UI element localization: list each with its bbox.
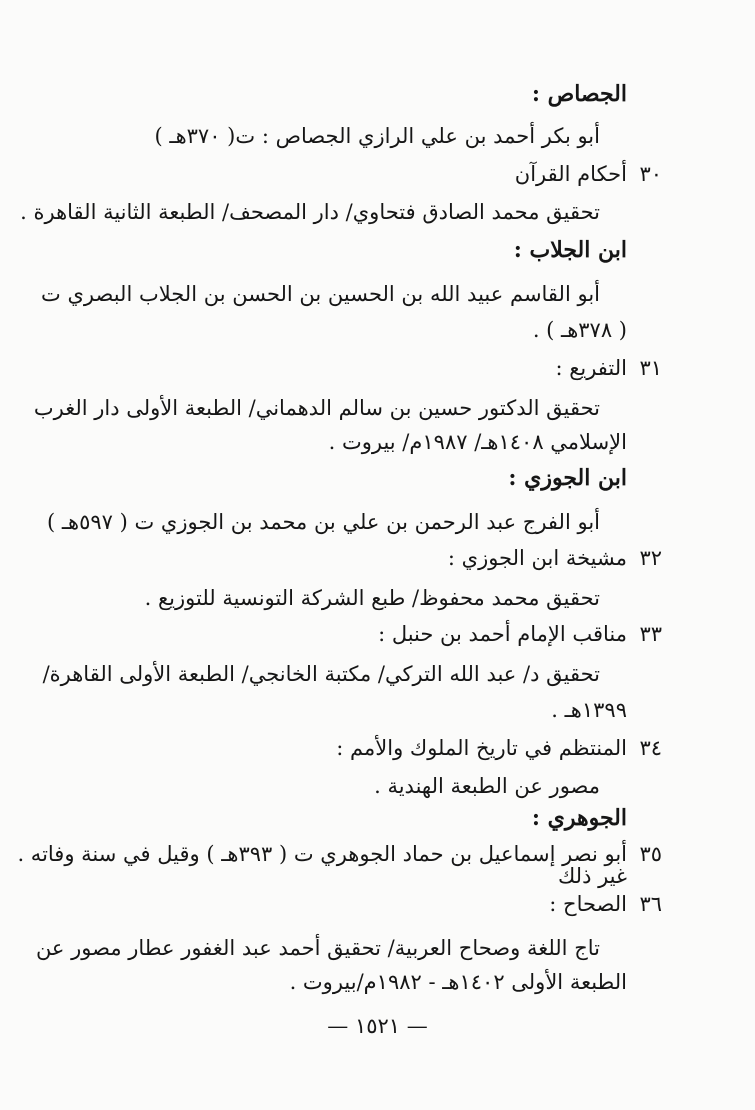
author-line: أبو القاسم عبيد الله بن الحسين بن الحسن بن الجلاب البصري ت	[41, 282, 600, 306]
entry-description: تحقيق الدكتور حسين بن سالم الدهماني/ الطبعة الأولى دار الغرب	[33, 396, 600, 420]
heading-ibn-jallab: ابن الجلاب :	[513, 237, 627, 263]
entry-number: ٣٣	[639, 622, 662, 646]
entry-title: أبو نصر إسماعيل بن حماد الجوهري ت ( ٣٩٣هـ ) وقيل في سنة وفاته .	[17, 842, 627, 866]
entry-title: أحكام القرآن	[514, 162, 627, 186]
heading-jassas: الجصاص :	[531, 81, 627, 107]
entry-number: ٣٥	[639, 842, 662, 866]
entry-description-cont: ١٣٩٩هـ .	[551, 698, 627, 722]
entry-description: مصور عن الطبعة الهندية .	[374, 774, 600, 798]
entry-title: مشيخة ابن الجوزي :	[447, 546, 627, 570]
author-line: أبو بكر أحمد بن علي الرازي الجصاص : ت( ٣٧٠هـ )	[154, 124, 600, 148]
entry-title: المنتظم في تاريخ الملوك والأمم :	[336, 736, 627, 760]
entry-title: الصحاح :	[549, 892, 627, 916]
heading-ibn-jawzi: ابن الجوزي :	[508, 465, 627, 491]
entry-description: تحقيق محمد محفوظ/ طبع الشركة التونسية للتوزيع .	[144, 586, 600, 610]
entry-description: تاج اللغة وصحاح العربية/ تحقيق أحمد عبد الغفور عطار مصور عن	[35, 936, 600, 960]
entry-title: التفريع :	[555, 356, 627, 380]
entry-title: مناقب الإمام أحمد بن حنبل :	[378, 622, 627, 646]
entry-description-cont: الإسلامي ١٤٠٨هـ/ ١٩٨٧م/ بيروت .	[328, 430, 627, 454]
entry-number: ٣١	[639, 356, 662, 380]
entry-number: ٣٤	[639, 736, 662, 760]
entry-number: ٣٢	[639, 546, 662, 570]
entry-description: تحقيق محمد الصادق فتحاوي/ دار المصحف/ الطبعة الثانية القاهرة .	[20, 200, 600, 224]
author-line-cont: ( ٣٧٨هـ ) .	[532, 318, 627, 342]
entry-description: تحقيق د/ عبد الله التركي/ مكتبة الخانجي/ الطبعة الأولى القاهرة/	[42, 662, 600, 686]
author-line: أبو الفرج عبد الرحمن بن علي بن محمد بن الجوزي ت ( ٥٩٧هـ )	[46, 510, 600, 534]
heading-jawhari: الجوهري :	[531, 805, 627, 831]
entry-number: ٣٠	[639, 162, 662, 186]
entry-description-cont: الطبعة الأولى ١٤٠٢هـ - ١٩٨٢م/بيروت .	[289, 970, 627, 994]
entry-number: ٣٦	[639, 892, 662, 916]
page-number: — ١٥٢١ —	[327, 1014, 428, 1038]
entry-description: غير ذلك	[557, 864, 627, 888]
